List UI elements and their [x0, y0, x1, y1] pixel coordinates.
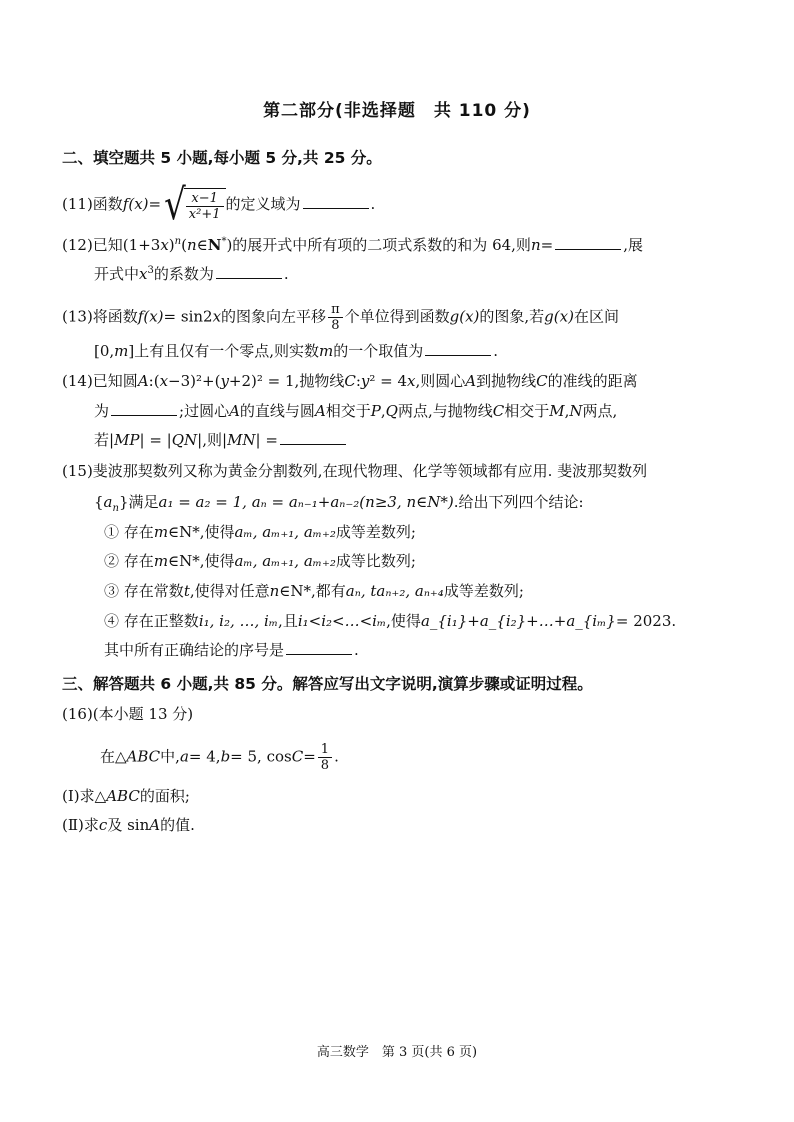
question-13-line-1: (13)将函数f(x)= sin2x的图象向左平移 $\frac{\pi}{8}$ 个单位得到函数g(x)的图象,若g(x)在区间 — [62, 302, 619, 333]
question-14-line-2: 为 ;过圆心A的直线与圆A相交于P,Q两点,与抛物线C相交于M,N两点, — [94, 402, 618, 420]
answer-blank[interactable] — [216, 264, 282, 279]
question-number: (15) — [62, 462, 93, 480]
answer-blank[interactable] — [303, 194, 369, 209]
question-number: (14) — [62, 372, 93, 390]
fraction: $\frac{\pi}{8}$ — [328, 302, 343, 333]
section-3-heading: 三、解答题共 6 小题,共 85 分。解答应写出文字说明,演算步骤或证明过程。 — [62, 675, 593, 693]
question-16-part-1: (Ⅰ)求△ABC的面积; — [62, 787, 190, 805]
question-number: (13) — [62, 307, 93, 326]
conclusion-2: ② 存在m∈N*,使得aₘ, aₘ₊₁, aₘ₊₂成等比数列; — [104, 552, 416, 570]
answer-blank[interactable] — [555, 235, 621, 250]
section-2-heading: 二、填空题共 5 小题,每小题 5 分,共 25 分。 — [62, 149, 382, 167]
question-16-header: (16)(本小题 13 分) — [62, 705, 194, 723]
radical-sign: √ — [164, 180, 186, 230]
question-15-prompt: 其中所有正确结论的序号是 . — [104, 641, 359, 659]
question-14-line-3: 若|MP| = |QN|,则|MN| = — [94, 429, 348, 451]
question-11: (11)函数f(x)=√ $\frac{x-1}{\text{x²+1}}$ 的定义域为 . — [62, 180, 376, 230]
question-number: (16) — [62, 705, 93, 723]
question-13-line-2: [0,m]上有且仅有一个零点,则实数m的一个取值为 . — [94, 342, 499, 360]
question-14-line-1: (14)已知圆A:(x−3)²+(y+2)² = 1,抛物线C:y² = 4x,则圆心A到抛物线C的准线的距离 — [62, 372, 638, 390]
conclusion-3: ③ 存在常数t,使得对任意n∈N*,都有aₙ, taₙ₊₂, aₙ₊₄成等差数列; — [104, 582, 524, 600]
part-title: 第二部分(非选择题 共 110 分) — [263, 101, 531, 121]
sqrt-expression — [164, 180, 225, 230]
question-16-part-2: (Ⅱ)求c及 sinA的值. — [62, 816, 195, 834]
answer-blank[interactable] — [425, 341, 491, 356]
conclusion-4: ④ 存在正整数i₁, i₂, …, iₘ,且i₁<i₂<…<iₘ,使得a_{i₁}+a_{i₂}+…+a_{iₘ}= 2023. — [104, 612, 677, 630]
question-15-line-2: $\{a_n\}$满足a₁ = a₂ = 1, aₙ = aₙ₋₁+aₙ₋₂(n≥3, n∈N*).给出下列四个结论: — [94, 493, 584, 514]
question-number: (12) — [62, 236, 93, 254]
question-number: (11) — [62, 195, 93, 213]
question-16-given: 在△ABC中,a= 4,b= 5, cosC= $\frac{1}{8}$ . — [100, 742, 339, 773]
conclusion-1: ① 存在m∈N*,使得aₘ, aₘ₊₁, aₘ₊₂成等差数列; — [104, 523, 416, 541]
answer-blank[interactable] — [111, 401, 177, 416]
fraction: $\frac{x-1}{\text{x²+1}}$ — [186, 191, 224, 222]
fraction: $\frac{1}{8}$ — [318, 742, 332, 773]
question-12-line-2: 开式中$x^3$的系数为 . — [94, 265, 289, 283]
question-12-line-1: (12)已知$(1+3x)^n(n\in N^*)$的展开式中所有项的二项式系数的和为 64,则n= ,展 — [62, 236, 643, 254]
question-15-line-1: (15)斐波那契数列又称为黄金分割数列,在现代物理、化学等领域都有应用. 斐波那契数列 — [62, 462, 648, 480]
answer-blank[interactable] — [286, 640, 352, 655]
answer-blank[interactable] — [280, 430, 346, 445]
page-footer: 高三数学 第 3 页(共 6 页) — [316, 1045, 478, 1060]
